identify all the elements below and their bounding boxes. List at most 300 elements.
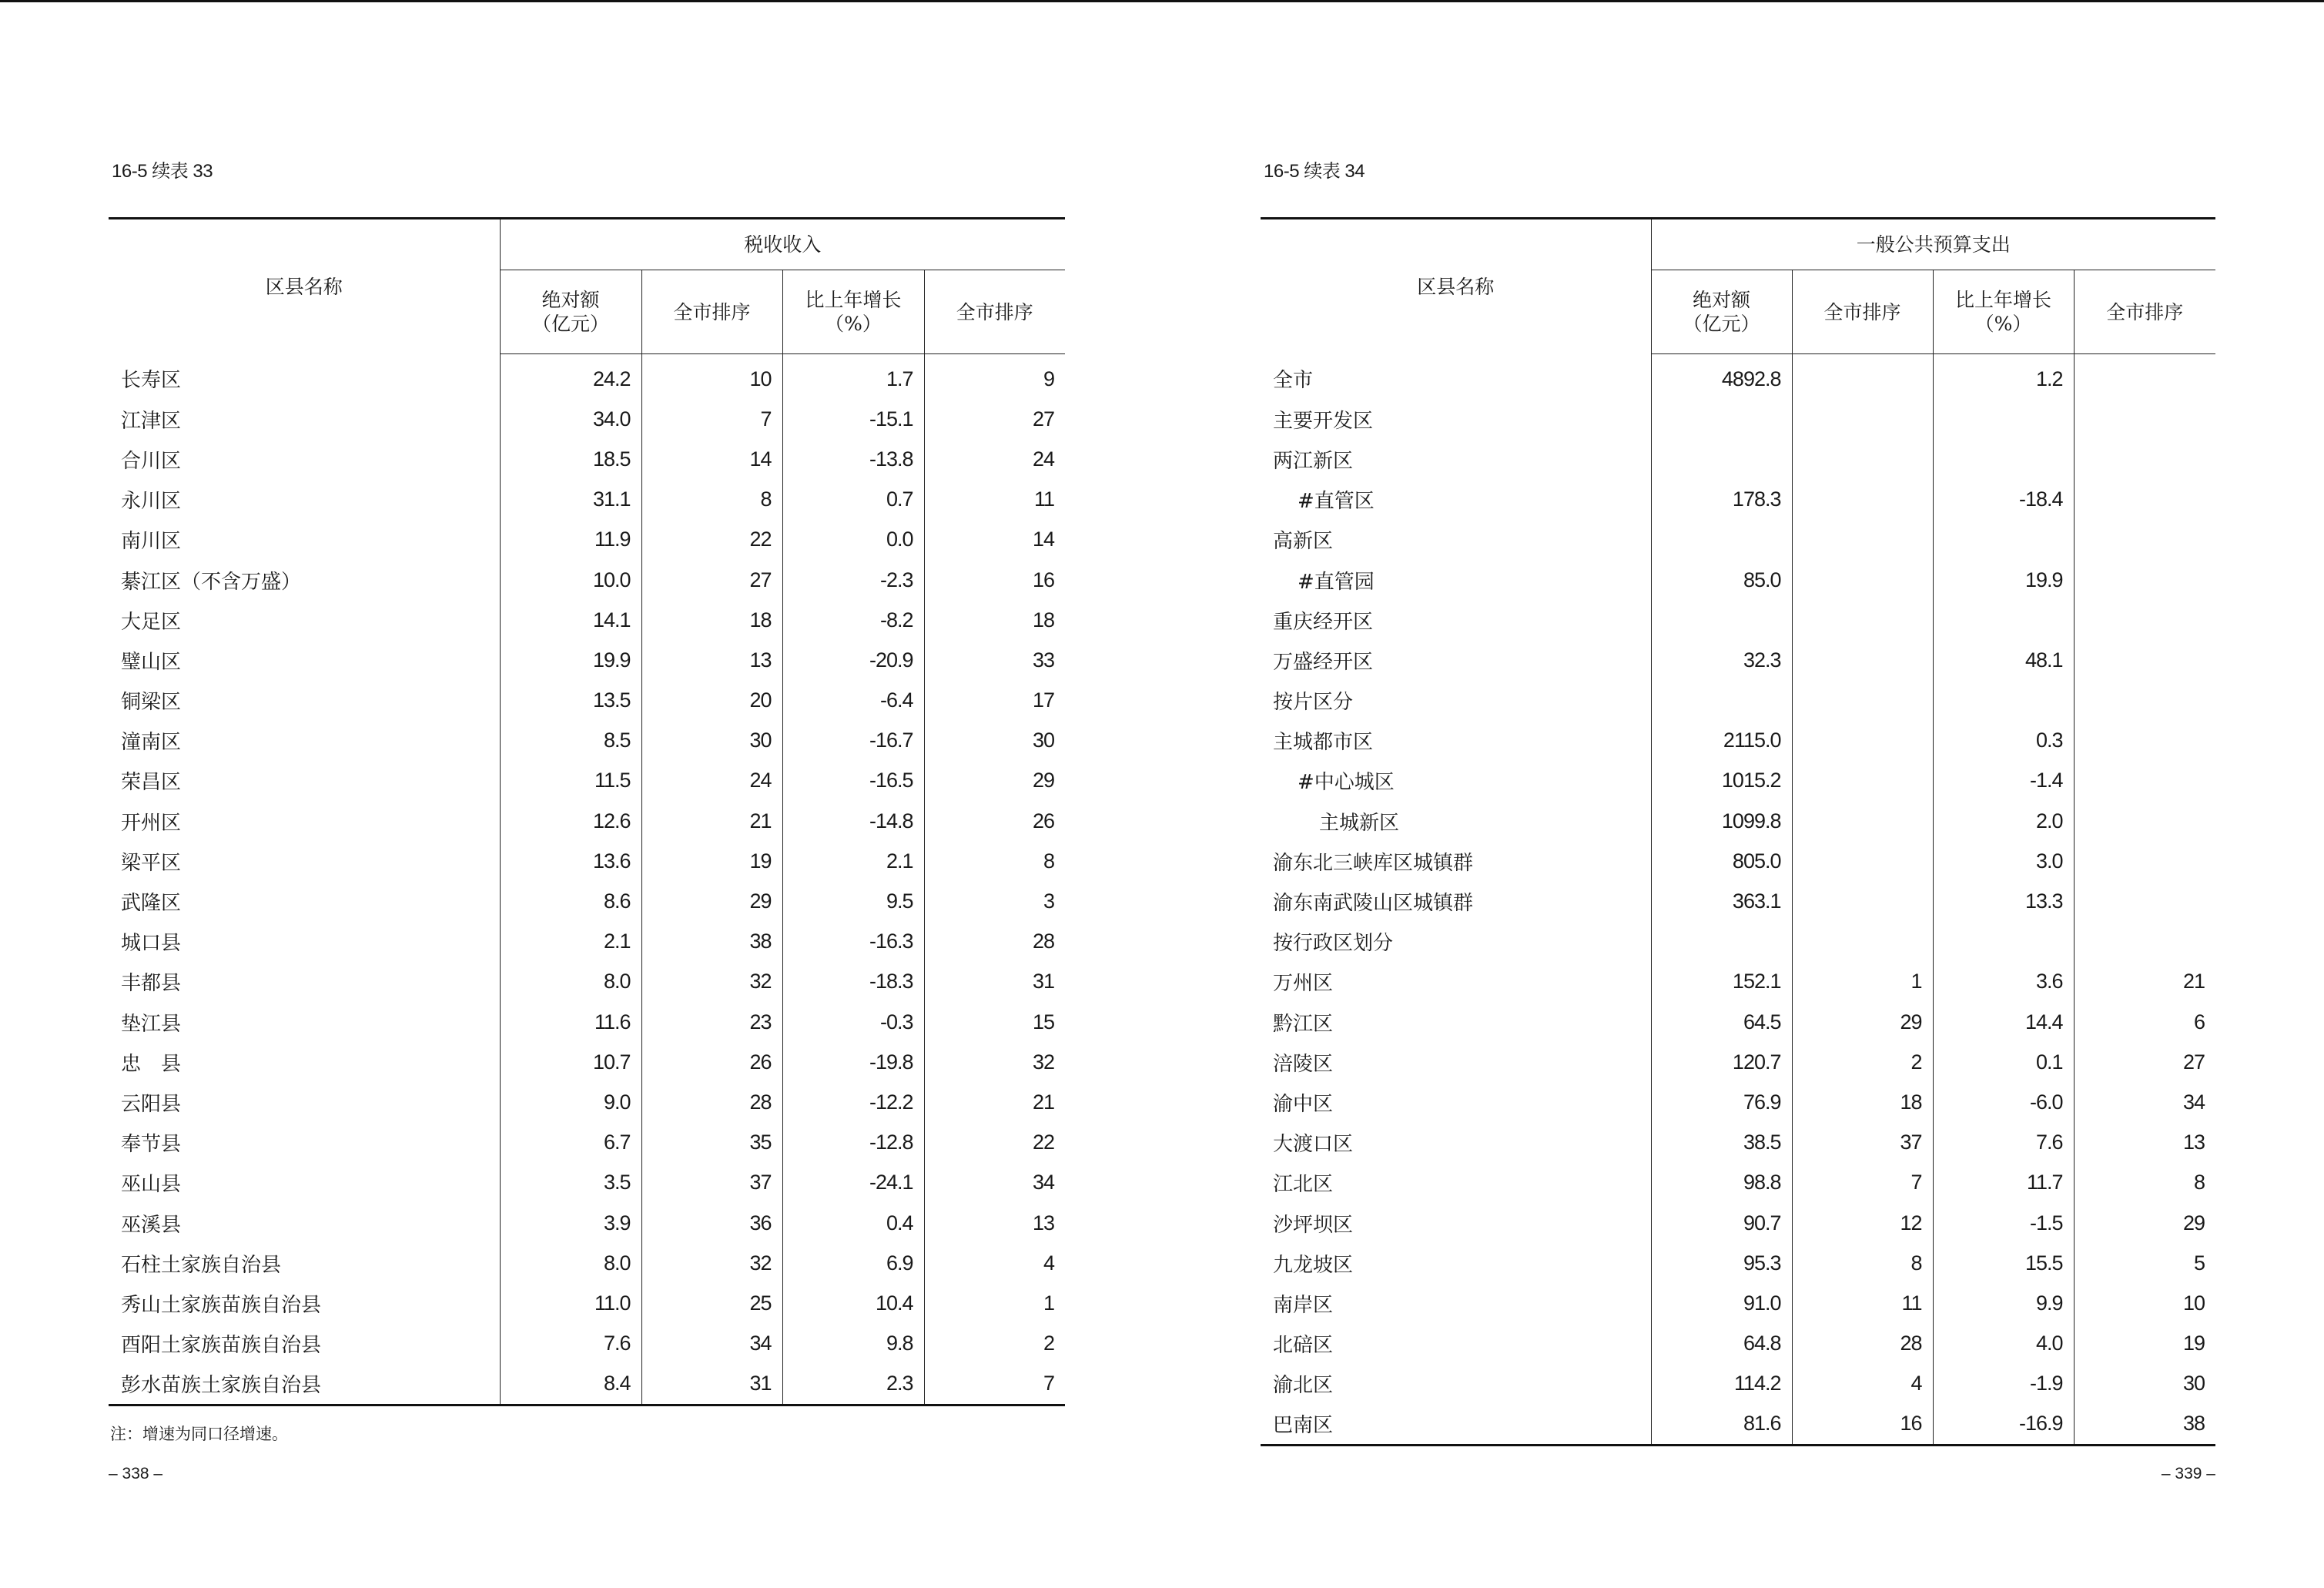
cell-absolute bbox=[1651, 600, 1792, 640]
cell-district-name: 按行政区划分 bbox=[1273, 932, 1394, 956]
cell-growth: 9.8 bbox=[782, 1324, 924, 1364]
table-row bbox=[109, 922, 1065, 962]
table-row bbox=[109, 1203, 1065, 1243]
cell-district-name: 大渡口区 bbox=[1273, 1133, 1354, 1157]
table-row bbox=[109, 801, 1065, 841]
table-row bbox=[1261, 1203, 2215, 1243]
cell-growth: -6.4 bbox=[782, 681, 924, 721]
cell-district-name: 铜梁区 bbox=[121, 691, 182, 715]
cell-rank: 37 bbox=[641, 1163, 782, 1203]
cell-absolute: 31.1 bbox=[500, 480, 641, 520]
cell-district-name: 巫溪县 bbox=[121, 1213, 182, 1237]
table-row bbox=[1261, 1002, 2215, 1042]
cell-growth: -12.2 bbox=[782, 1082, 924, 1122]
cell-growth-rank: 34 bbox=[924, 1163, 1065, 1203]
cell-growth: 9.9 bbox=[1933, 1283, 2074, 1323]
cell-growth bbox=[1933, 600, 2074, 640]
cell-absolute: 76.9 bbox=[1651, 1082, 1792, 1122]
cell-rank: 30 bbox=[641, 721, 782, 761]
cell-district-name: 江北区 bbox=[1273, 1173, 1334, 1197]
cell-district-name: 高新区 bbox=[1273, 530, 1334, 554]
cell-district-name: 秀山土家族苗族自治县 bbox=[121, 1293, 322, 1317]
cell-district-name: #直管园 bbox=[1298, 570, 1375, 594]
cell-absolute bbox=[1651, 439, 1792, 479]
cell-absolute: 14.1 bbox=[500, 600, 641, 640]
cell-district-name: 云阳县 bbox=[121, 1092, 182, 1116]
cell-rank: 7 bbox=[1792, 1163, 1933, 1203]
cell-rank bbox=[1792, 439, 1933, 479]
cell-absolute: 6.7 bbox=[500, 1123, 641, 1163]
table-row bbox=[109, 1123, 1065, 1163]
cell-growth: -18.4 bbox=[1933, 480, 2074, 520]
cell-growth: 0.1 bbox=[1933, 1042, 2074, 1082]
cell-absolute bbox=[1651, 520, 1792, 560]
cell-growth-rank: 33 bbox=[924, 640, 1065, 680]
cell-rank: 12 bbox=[1792, 1203, 1933, 1243]
cell-district-name: 綦江区（不含万盛） bbox=[121, 570, 302, 594]
cell-rank bbox=[1792, 922, 1933, 962]
cell-rank bbox=[1792, 801, 1933, 841]
table-row bbox=[1261, 1082, 2215, 1122]
cell-growth: -2.3 bbox=[782, 560, 924, 600]
table-row bbox=[109, 480, 1065, 520]
cell-absolute bbox=[1651, 681, 1792, 721]
cell-rank: 21 bbox=[641, 801, 782, 841]
cell-growth: -13.8 bbox=[782, 439, 924, 479]
cell-growth: 9.5 bbox=[782, 881, 924, 921]
cell-growth: 4.0 bbox=[1933, 1324, 2074, 1364]
cell-growth: -24.1 bbox=[782, 1163, 924, 1203]
cell-rank: 36 bbox=[641, 1203, 782, 1243]
cell-rank: 8 bbox=[641, 480, 782, 520]
table-row bbox=[109, 560, 1065, 600]
table-row bbox=[109, 439, 1065, 479]
cell-rank: 31 bbox=[641, 1364, 782, 1405]
cell-rank: 11 bbox=[1792, 1283, 1933, 1323]
cell-absolute: 178.3 bbox=[1651, 480, 1792, 520]
cell-growth bbox=[1933, 520, 2074, 560]
table-row bbox=[1261, 721, 2215, 761]
table-row bbox=[1261, 922, 2215, 962]
cell-growth-rank: 29 bbox=[2074, 1203, 2215, 1243]
cell-growth-rank: 14 bbox=[924, 520, 1065, 560]
cell-rank: 34 bbox=[641, 1324, 782, 1364]
table-row bbox=[1261, 600, 2215, 640]
cell-growth-rank: 30 bbox=[924, 721, 1065, 761]
table-row bbox=[1261, 801, 2215, 841]
column-header-rank: 全市排序 bbox=[641, 270, 782, 354]
cell-district-name: 渝北区 bbox=[1273, 1374, 1334, 1398]
cell-district-name: 主要开发区 bbox=[1273, 409, 1374, 433]
table-row bbox=[1261, 681, 2215, 721]
cell-growth: 14.4 bbox=[1933, 1002, 2074, 1042]
cell-growth: 2.1 bbox=[782, 841, 924, 881]
cell-growth: -12.8 bbox=[782, 1123, 924, 1163]
table-row bbox=[109, 1163, 1065, 1203]
cell-absolute: 11.0 bbox=[500, 1283, 641, 1323]
table-row bbox=[1261, 399, 2215, 439]
page-number: – 338 – bbox=[109, 1465, 163, 1482]
column-header-growth: 比上年增长 （%） bbox=[1933, 270, 2074, 354]
cell-absolute: 91.0 bbox=[1651, 1283, 1792, 1323]
column-header-district: 区县名称 bbox=[1261, 219, 1651, 354]
cell-rank: 37 bbox=[1792, 1123, 1933, 1163]
cell-growth-rank bbox=[2074, 681, 2215, 721]
cell-growth: 1.2 bbox=[1933, 354, 2074, 400]
cell-rank bbox=[1792, 761, 1933, 801]
cell-district-name: 开州区 bbox=[121, 811, 182, 835]
cell-absolute bbox=[1651, 399, 1792, 439]
cell-rank: 23 bbox=[641, 1002, 782, 1042]
cell-district-name: 渝东南武陵山区城镇群 bbox=[1273, 892, 1474, 916]
cell-growth-rank: 8 bbox=[2074, 1163, 2215, 1203]
cell-rank: 29 bbox=[1792, 1002, 1933, 1042]
cell-rank: 29 bbox=[641, 881, 782, 921]
cell-growth-rank: 19 bbox=[2074, 1324, 2215, 1364]
column-header-absolute: 绝对额 （亿元） bbox=[500, 270, 641, 354]
cell-growth-rank: 30 bbox=[2074, 1364, 2215, 1404]
cell-district-name: 江津区 bbox=[121, 409, 182, 433]
cell-growth: -14.8 bbox=[782, 801, 924, 841]
table-row bbox=[1261, 1042, 2215, 1082]
column-header-rank: 全市排序 bbox=[1792, 270, 1933, 354]
column-header-growth-rank: 全市排序 bbox=[924, 270, 1065, 354]
cell-growth-rank bbox=[2074, 439, 2215, 479]
cell-growth: 7.6 bbox=[1933, 1123, 2074, 1163]
table-row bbox=[1261, 520, 2215, 560]
cell-rank: 28 bbox=[641, 1082, 782, 1122]
cell-growth-rank: 13 bbox=[2074, 1123, 2215, 1163]
cell-growth: 48.1 bbox=[1933, 640, 2074, 680]
cell-absolute: 18.5 bbox=[500, 439, 641, 479]
cell-rank bbox=[1792, 681, 1933, 721]
cell-growth: 15.5 bbox=[1933, 1243, 2074, 1283]
cell-district-name: 万州区 bbox=[1273, 972, 1334, 996]
table-row bbox=[109, 761, 1065, 801]
cell-growth: 19.9 bbox=[1933, 560, 2074, 600]
cell-growth-rank: 18 bbox=[924, 600, 1065, 640]
cell-growth-rank: 32 bbox=[924, 1042, 1065, 1082]
cell-absolute: 2115.0 bbox=[1651, 721, 1792, 761]
cell-rank: 7 bbox=[641, 399, 782, 439]
cell-growth-rank bbox=[2074, 881, 2215, 921]
table-row bbox=[109, 1243, 1065, 1283]
cell-absolute: 8.5 bbox=[500, 721, 641, 761]
cell-absolute: 10.7 bbox=[500, 1042, 641, 1082]
table-row bbox=[109, 721, 1065, 761]
column-group-tax-revenue: 税收收入 bbox=[500, 219, 1065, 270]
cell-growth-rank: 22 bbox=[924, 1123, 1065, 1163]
cell-rank: 13 bbox=[641, 640, 782, 680]
cell-growth: 13.3 bbox=[1933, 881, 2074, 921]
cell-growth-rank bbox=[2074, 801, 2215, 841]
cell-absolute: 19.9 bbox=[500, 640, 641, 680]
cell-growth bbox=[1933, 399, 2074, 439]
cell-district-name: 武隆区 bbox=[121, 892, 182, 916]
cell-growth-rank: 24 bbox=[924, 439, 1065, 479]
cell-growth-rank: 13 bbox=[924, 1203, 1065, 1243]
cell-absolute: 8.6 bbox=[500, 881, 641, 921]
cell-district-name: 永川区 bbox=[121, 490, 182, 514]
cell-growth-rank: 15 bbox=[924, 1002, 1065, 1042]
table-row bbox=[1261, 962, 2215, 1002]
cell-absolute: 9.0 bbox=[500, 1082, 641, 1122]
cell-rank: 18 bbox=[1792, 1082, 1933, 1122]
cell-absolute: 13.5 bbox=[500, 681, 641, 721]
table-title: 16-5 续表 33 bbox=[112, 161, 213, 182]
cell-absolute: 13.6 bbox=[500, 841, 641, 881]
table-row bbox=[1261, 1404, 2215, 1446]
table-body bbox=[1261, 354, 2215, 1446]
cell-district-name: 沙坪坝区 bbox=[1273, 1213, 1354, 1237]
cell-absolute: 38.5 bbox=[1651, 1123, 1792, 1163]
cell-growth: -15.1 bbox=[782, 399, 924, 439]
table-note: 注：增速为同口径增速。 bbox=[110, 1425, 288, 1443]
page-number: – 339 – bbox=[2161, 1465, 2215, 1482]
table-row bbox=[1261, 640, 2215, 680]
cell-district-name: 渝中区 bbox=[1273, 1092, 1334, 1116]
cell-growth-rank bbox=[2074, 841, 2215, 881]
cell-district-name: #中心城区 bbox=[1298, 771, 1395, 795]
cell-growth: -1.4 bbox=[1933, 761, 2074, 801]
cell-growth-rank: 6 bbox=[2074, 1002, 2215, 1042]
cell-rank: 22 bbox=[641, 520, 782, 560]
cell-rank: 32 bbox=[641, 1243, 782, 1283]
table-row bbox=[1261, 1163, 2215, 1203]
cell-district-name: 酉阳土家族苗族自治县 bbox=[121, 1334, 322, 1358]
top-border-line bbox=[0, 0, 2324, 2]
cell-district-name: 涪陵区 bbox=[1273, 1052, 1334, 1076]
cell-rank: 32 bbox=[641, 962, 782, 1002]
cell-growth: -16.3 bbox=[782, 922, 924, 962]
budget-expenditure-table bbox=[1261, 217, 2215, 1446]
table-row bbox=[109, 520, 1065, 560]
cell-district-name: 石柱土家族自治县 bbox=[121, 1253, 282, 1277]
cell-rank bbox=[1792, 841, 1933, 881]
cell-growth-rank: 4 bbox=[924, 1243, 1065, 1283]
cell-growth: 0.3 bbox=[1933, 721, 2074, 761]
cell-growth: -19.8 bbox=[782, 1042, 924, 1082]
cell-absolute: 95.3 bbox=[1651, 1243, 1792, 1283]
cell-growth-rank: 29 bbox=[924, 761, 1065, 801]
cell-growth-rank bbox=[2074, 480, 2215, 520]
table-row bbox=[1261, 1364, 2215, 1404]
cell-absolute: 11.9 bbox=[500, 520, 641, 560]
table-row bbox=[109, 681, 1065, 721]
cell-district-name: 南川区 bbox=[121, 530, 182, 554]
cell-absolute: 81.6 bbox=[1651, 1404, 1792, 1446]
cell-growth-rank bbox=[2074, 354, 2215, 400]
table-row bbox=[1261, 354, 2215, 400]
table-row bbox=[109, 1324, 1065, 1364]
cell-absolute: 4892.8 bbox=[1651, 354, 1792, 400]
cell-district-name: 大足区 bbox=[121, 610, 182, 634]
cell-rank: 38 bbox=[641, 922, 782, 962]
cell-growth-rank: 27 bbox=[924, 399, 1065, 439]
cell-district-name: 万盛经开区 bbox=[1273, 650, 1374, 674]
cell-district-name: 合川区 bbox=[121, 449, 182, 473]
column-header-growth: 比上年增长 （%） bbox=[782, 270, 924, 354]
table-row bbox=[109, 600, 1065, 640]
cell-rank: 26 bbox=[641, 1042, 782, 1082]
cell-growth-rank: 21 bbox=[2074, 962, 2215, 1002]
cell-absolute: 32.3 bbox=[1651, 640, 1792, 680]
cell-growth-rank: 3 bbox=[924, 881, 1065, 921]
cell-growth: -16.9 bbox=[1933, 1404, 2074, 1446]
cell-growth-rank: 17 bbox=[924, 681, 1065, 721]
cell-district-name: 城口县 bbox=[121, 932, 182, 956]
cell-growth-rank: 27 bbox=[2074, 1042, 2215, 1082]
cell-rank: 27 bbox=[641, 560, 782, 600]
cell-growth: 3.6 bbox=[1933, 962, 2074, 1002]
cell-growth-rank: 1 bbox=[924, 1283, 1065, 1323]
cell-district-name: 长寿区 bbox=[121, 369, 182, 393]
cell-growth: 0.7 bbox=[782, 480, 924, 520]
table-row bbox=[1261, 1123, 2215, 1163]
cell-growth-rank: 7 bbox=[924, 1364, 1065, 1405]
cell-absolute: 805.0 bbox=[1651, 841, 1792, 881]
cell-growth-rank: 9 bbox=[924, 354, 1065, 400]
cell-rank: 1 bbox=[1792, 962, 1933, 1002]
cell-growth: 0.0 bbox=[782, 520, 924, 560]
cell-absolute: 8.0 bbox=[500, 1243, 641, 1283]
cell-rank bbox=[1792, 399, 1933, 439]
cell-rank: 14 bbox=[641, 439, 782, 479]
cell-absolute: 3.9 bbox=[500, 1203, 641, 1243]
table-row bbox=[109, 1042, 1065, 1082]
cell-growth bbox=[1933, 922, 2074, 962]
cell-rank bbox=[1792, 354, 1933, 400]
cell-rank: 19 bbox=[641, 841, 782, 881]
table-row bbox=[109, 640, 1065, 680]
cell-rank: 16 bbox=[1792, 1404, 1933, 1446]
cell-growth-rank bbox=[2074, 600, 2215, 640]
cell-district-name: #直管区 bbox=[1298, 490, 1375, 514]
cell-growth-rank: 28 bbox=[924, 922, 1065, 962]
cell-absolute: 1099.8 bbox=[1651, 801, 1792, 841]
cell-district-name: 九龙坡区 bbox=[1273, 1253, 1354, 1277]
table-row bbox=[1261, 1243, 2215, 1283]
table-row bbox=[109, 1283, 1065, 1323]
table-row bbox=[1261, 841, 2215, 881]
cell-growth: 6.9 bbox=[782, 1243, 924, 1283]
column-header-growth-rank: 全市排序 bbox=[2074, 270, 2215, 354]
cell-rank: 25 bbox=[641, 1283, 782, 1323]
cell-rank bbox=[1792, 881, 1933, 921]
cell-rank: 24 bbox=[641, 761, 782, 801]
cell-growth-rank: 31 bbox=[924, 962, 1065, 1002]
cell-growth-rank: 11 bbox=[924, 480, 1065, 520]
cell-district-name: 两江新区 bbox=[1273, 449, 1354, 473]
cell-district-name: 荣昌区 bbox=[121, 771, 182, 795]
cell-absolute: 1015.2 bbox=[1651, 761, 1792, 801]
cell-rank bbox=[1792, 640, 1933, 680]
cell-growth-rank: 8 bbox=[924, 841, 1065, 881]
cell-rank bbox=[1792, 520, 1933, 560]
cell-growth: -1.5 bbox=[1933, 1203, 2074, 1243]
cell-district-name: 全市 bbox=[1273, 369, 1314, 393]
cell-growth-rank: 38 bbox=[2074, 1404, 2215, 1446]
cell-absolute: 152.1 bbox=[1651, 962, 1792, 1002]
table-row bbox=[1261, 560, 2215, 600]
cell-absolute: 8.4 bbox=[500, 1364, 641, 1405]
table-row bbox=[1261, 761, 2215, 801]
cell-rank bbox=[1792, 721, 1933, 761]
table-row bbox=[109, 399, 1065, 439]
cell-growth bbox=[1933, 439, 2074, 479]
cell-rank bbox=[1792, 560, 1933, 600]
cell-absolute: 8.0 bbox=[500, 962, 641, 1002]
cell-absolute: 85.0 bbox=[1651, 560, 1792, 600]
cell-absolute: 64.5 bbox=[1651, 1002, 1792, 1042]
cell-absolute: 10.0 bbox=[500, 560, 641, 600]
cell-growth-rank bbox=[2074, 922, 2215, 962]
cell-growth: -0.3 bbox=[782, 1002, 924, 1042]
cell-growth-rank bbox=[2074, 399, 2215, 439]
cell-growth: 10.4 bbox=[782, 1283, 924, 1323]
cell-growth-rank: 16 bbox=[924, 560, 1065, 600]
cell-growth: 0.4 bbox=[782, 1203, 924, 1243]
column-header-absolute: 绝对额 （亿元） bbox=[1651, 270, 1792, 354]
table-row bbox=[109, 881, 1065, 921]
cell-growth: 11.7 bbox=[1933, 1163, 2074, 1203]
cell-absolute bbox=[1651, 922, 1792, 962]
column-header-district: 区县名称 bbox=[109, 219, 500, 354]
table-row bbox=[109, 1002, 1065, 1042]
cell-rank: 20 bbox=[641, 681, 782, 721]
cell-district-name: 忠 县 bbox=[121, 1052, 182, 1076]
cell-growth-rank bbox=[2074, 721, 2215, 761]
cell-growth-rank bbox=[2074, 520, 2215, 560]
cell-district-name: 黔江区 bbox=[1273, 1012, 1334, 1036]
cell-absolute: 7.6 bbox=[500, 1324, 641, 1364]
cell-district-name: 巫山县 bbox=[121, 1173, 182, 1197]
cell-growth: -16.5 bbox=[782, 761, 924, 801]
cell-absolute: 2.1 bbox=[500, 922, 641, 962]
cell-district-name: 主城新区 bbox=[1319, 811, 1400, 835]
cell-rank: 10 bbox=[641, 354, 782, 400]
cell-absolute: 363.1 bbox=[1651, 881, 1792, 921]
cell-district-name: 丰都县 bbox=[121, 972, 182, 996]
cell-growth-rank bbox=[2074, 560, 2215, 600]
cell-district-name: 按片区分 bbox=[1273, 691, 1354, 715]
cell-growth: 2.0 bbox=[1933, 801, 2074, 841]
cell-absolute: 98.8 bbox=[1651, 1163, 1792, 1203]
cell-district-name: 渝东北三峡库区城镇群 bbox=[1273, 851, 1474, 875]
cell-absolute: 114.2 bbox=[1651, 1364, 1792, 1404]
cell-district-name: 彭水苗族土家族自治县 bbox=[109, 1364, 500, 1405]
cell-growth-rank: 26 bbox=[924, 801, 1065, 841]
cell-district-name: 巴南区 bbox=[1261, 1404, 1651, 1446]
cell-absolute: 3.5 bbox=[500, 1163, 641, 1203]
cell-growth: -1.9 bbox=[1933, 1364, 2074, 1404]
cell-growth-rank: 2 bbox=[924, 1324, 1065, 1364]
cell-growth: -20.9 bbox=[782, 640, 924, 680]
cell-district-name: 重庆经开区 bbox=[1273, 610, 1374, 634]
table-row bbox=[109, 354, 1065, 400]
cell-absolute: 120.7 bbox=[1651, 1042, 1792, 1082]
cell-rank: 18 bbox=[641, 600, 782, 640]
cell-district-name: 璧山区 bbox=[121, 650, 182, 674]
table-row bbox=[1261, 439, 2215, 479]
cell-district-name: 潼南区 bbox=[121, 731, 182, 755]
table-body bbox=[109, 354, 1065, 1405]
table-row bbox=[109, 962, 1065, 1002]
cell-district-name: 奉节县 bbox=[121, 1133, 182, 1157]
cell-rank: 8 bbox=[1792, 1243, 1933, 1283]
cell-rank: 28 bbox=[1792, 1324, 1933, 1364]
table-row bbox=[109, 841, 1065, 881]
